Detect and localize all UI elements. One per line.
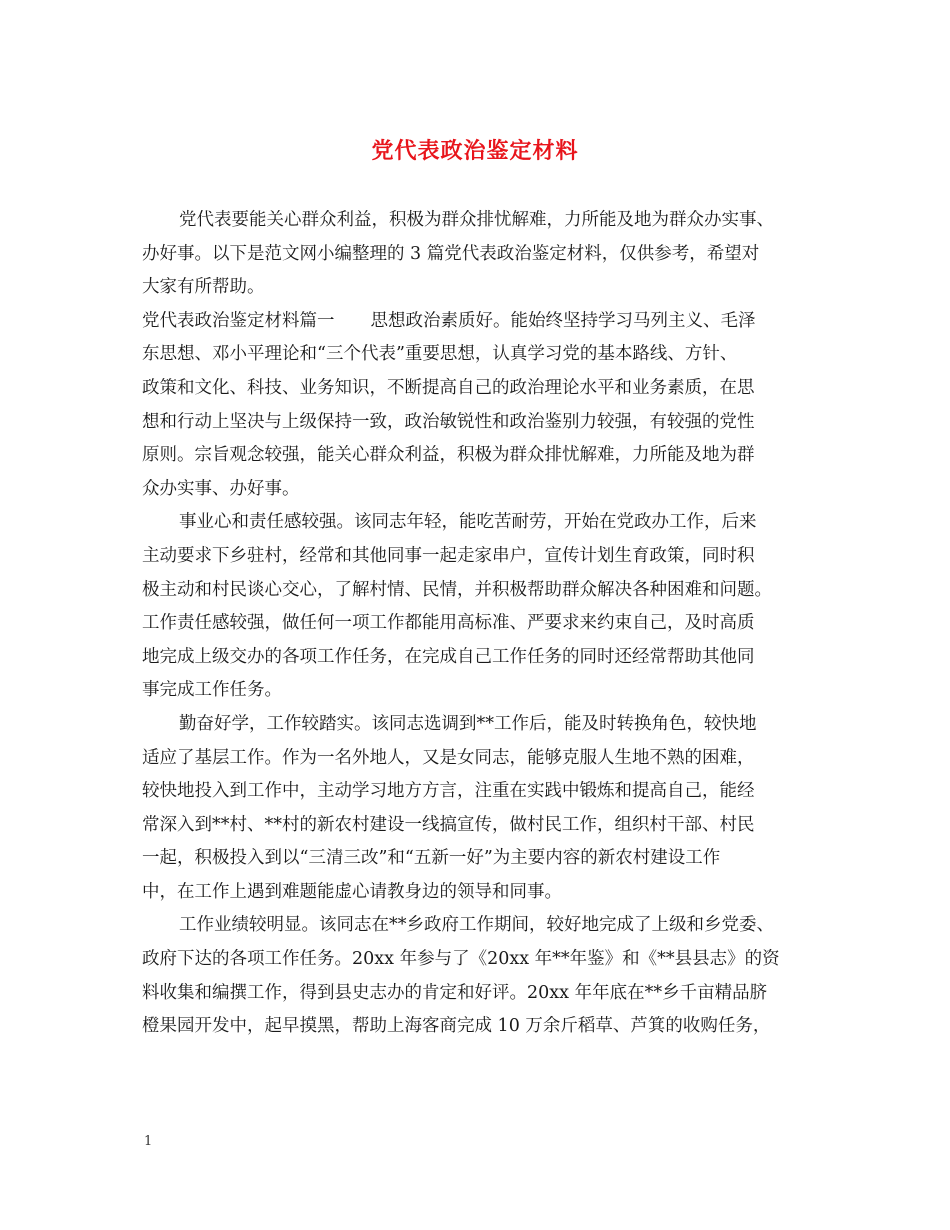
text-line: 一起，积极投入到以“三清三改”和“五新一好”为主要内容的新农村建设工作	[142, 848, 721, 869]
text-line: 中，在工作上遇到难题能虚心请教身边的领导和同事。	[142, 881, 562, 902]
text-line: 办好事。以下是范文网小编整理的 3 篇党代表政治鉴定材料，仅供参考，希望对	[142, 243, 760, 264]
text-line: 思想政治素质好。能始终坚持学习马列主义、毛泽	[370, 310, 756, 331]
text-line: 想和行动上坚决与上级保持一致，政治敏锐性和政治鉴别力较强，有较强的党性	[142, 411, 755, 432]
text-line: 料收集和编撰工作，得到县史志办的肯定和好评。20xx 年年底在**乡千亩精品脐	[142, 982, 768, 1003]
text-line: 事业心和责任感较强。该同志年轻，能吃苦耐劳，开始在党政办工作，后来	[179, 512, 757, 533]
text-line: 极主动和村民谈心交心，了解村情、民情，并积极帮助群众解决各种困难和问题。	[142, 579, 772, 600]
section-heading-line	[142, 305, 810, 339]
text-line: 适应了基层工作。作为一名外地人，又是女同志，能够克服人生地不熟的困难，	[142, 747, 755, 768]
text-line: 政府下达的各项工作任务。20xx 年参与了《20xx 年**年鉴》和《**县县志》的资	[142, 949, 780, 970]
text-line: 橙果园开发中，起早摸黑，帮助上海客商完成 10 万余斤稻草、芦箕的收购任务，	[142, 1016, 771, 1037]
page-number: 1	[144, 1134, 153, 1149]
document-body	[142, 204, 810, 1044]
text-line: 政策和文化、科技、业务知识，不断提高自己的政治理论水平和业务素质，在思	[142, 377, 755, 398]
text-line: 大家有所帮助。	[142, 277, 265, 298]
text-line: 事完成工作任务。	[142, 680, 282, 701]
text-line: 党代表要能关心群众利益，积极为群众排忧解难，力所能及地为群众办实事、	[179, 210, 774, 230]
text-line: 较快地投入到工作中，主动学习地方方言，注重在实践中锻炼和提高自己，能经	[142, 781, 755, 802]
text-line: 原则。宗旨观念较强，能关心群众利益，积极为群众排忧解难，力所能及地为群	[142, 445, 755, 466]
text-line: 主动要求下乡驻村，经常和其他同事一起走家串户，宣传计划生育政策，同时积	[142, 545, 755, 566]
text-line: 工作业绩较明显。该同志在**乡政府工作期间，较好地完成了上级和乡党委、	[179, 915, 774, 936]
text-line: 地完成上级交办的各项工作任务，在完成自己工作任务的同时还经常帮助其他同	[142, 646, 755, 667]
text-line: 勤奋好学，工作较踏实。该同志选调到**工作后，能及时转换角色，较快地	[179, 713, 757, 734]
text-line: 常深入到**村、**村的新农村建设一线搞宣传，做村民工作，组织村干部、村民	[142, 814, 755, 835]
text-line: 众办实事、办好事。	[142, 478, 300, 499]
text-line: 东思想、邓小平理论和“三个代表”重要思想，认真学习党的基本路线、方针、	[142, 344, 738, 365]
document-title: 党代表政治鉴定材料	[371, 138, 579, 164]
text-line: 工作责任感较强，做任何一项工作都能用高标准、严要求来约束自己，及时高质	[142, 613, 755, 634]
section-heading: 党代表政治鉴定材料篇一	[142, 310, 335, 331]
